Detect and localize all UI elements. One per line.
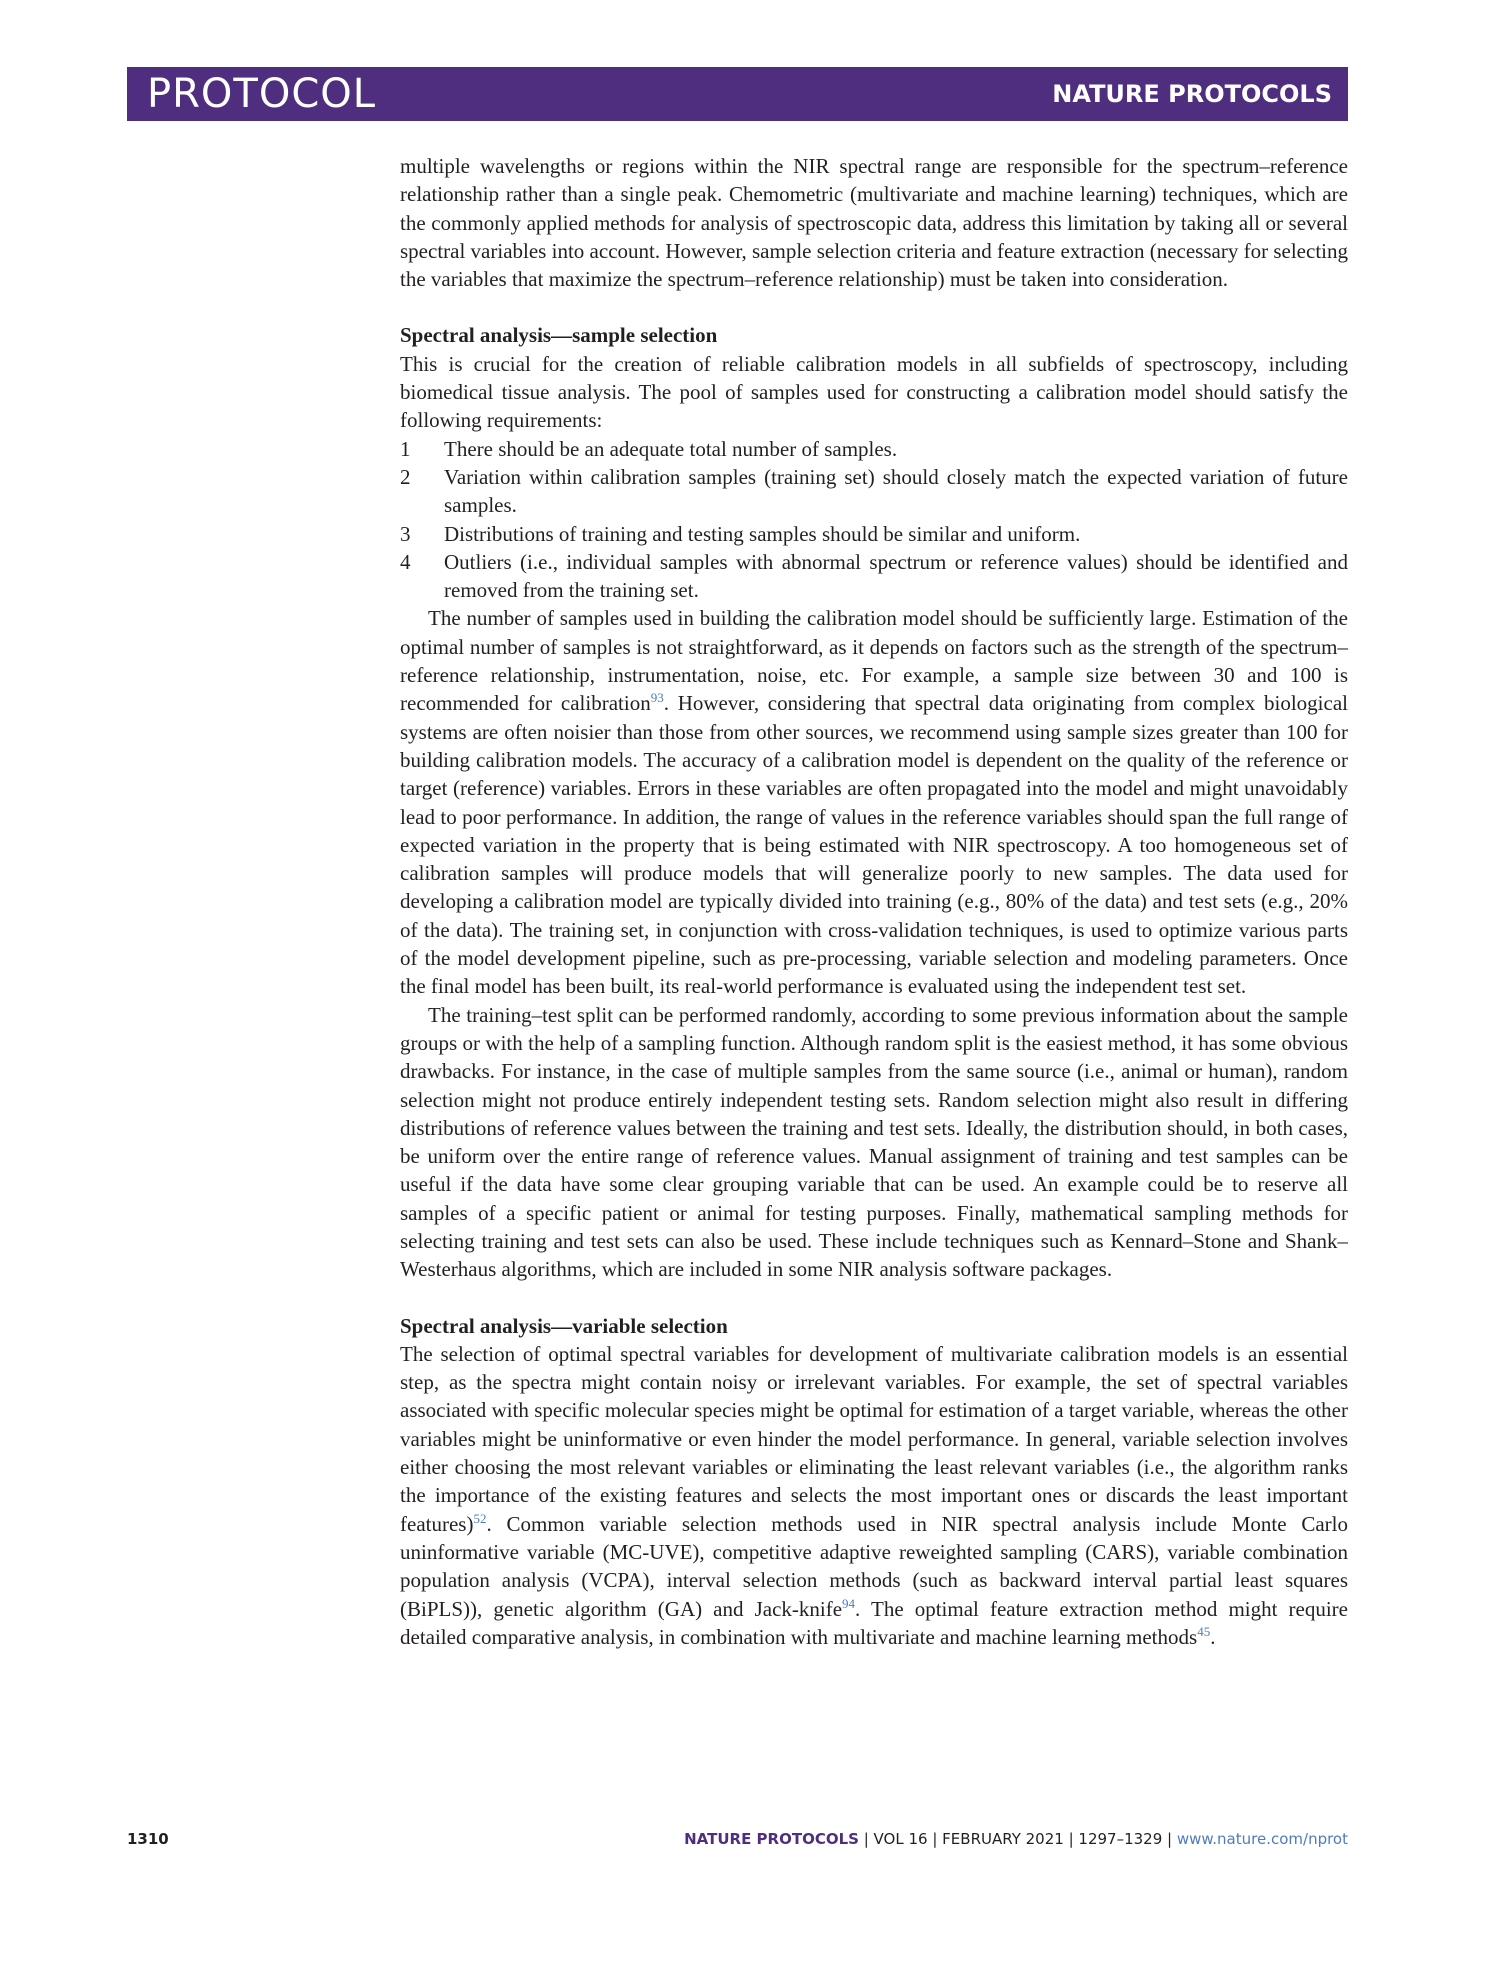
train-test-split-paragraph: The training–test split can be performed randomly, according to some previous information about the sample groups or with the help of a sampling function. Although random split is the easiest method, it has some obvious drawbacks. For instance, in the case of multiple samples from the same source (i.e., animal or human), random selection might not produce entirely independent testing sets. Random selection might also result in differing distributions of reference values between the training and test sets. Ideally, the distribution should, in both cases, be uniform over the entire range of reference values. Manual assignment of training and test samples can be useful if the data have some clear grouping variable that can be used. An example could be to reserve all samples of a specific patient or animal for testing purposes. Finally, mathematical sampling methods for selecting training and test sets can also be used. These include techniques such as Kennard–Stone and Shank–Westerhaus algorithms, which are included in some NIR analysis software packages. [400,1002,1348,1282]
reference-link-94[interactable]: 94 [842,1595,856,1611]
header-banner [127,67,1348,121]
paragraph-text: . Common variable selection methods used in NIR spectral analysis include Monte Carlo uninformative variable (MC-UVE), competitive adaptive reweighted sampling (CARS), variable combination population analysis (VCPA), interval selection methods (such as backward interval partial least squares (BiPLS)), genetic algorithm (GA) and Jack-knife [400,1511,1348,1621]
section-gap [400,293,1348,321]
paragraph-text: The number of samples used in building the calibration model should be sufficiently large. Estimation of the optimal number of samples is not straightforward, as it depends on factors such as the strength of the spectrum–reference relationship, instrumentation, noise, etc. For example, a sample size between 30 and 100 is recommended for calibration [400,606,1348,716]
section-label: PROTOCOL [147,71,377,117]
list-item-number: 3 [400,521,411,546]
footer-separator: | [927,1830,943,1848]
section-gap [400,1284,1348,1312]
footer-separator: | [1162,1830,1177,1848]
section-heading-variable-selection: Spectral analysis—variable selection [400,1313,728,1338]
reference-link-93[interactable]: 93 [650,690,664,706]
footer-citation [684,1827,1348,1851]
list-item [400,548,1348,605]
list-item-text: There should be an adequate total number of samples. [444,436,898,461]
page-number: 1310 [127,1830,169,1848]
reference-link-52[interactable]: 52 [473,1510,487,1526]
list-item-text: Distributions of training and testing samples should be similar and uniform. [444,521,1081,546]
variable-selection-paragraph [400,1340,1348,1651]
article-body [400,152,1348,1651]
list-item-number: 2 [400,464,411,489]
footer-url-link[interactable]: www.nature.com/nprot [1176,1830,1348,1848]
sample-selection-intro: This is crucial for the creation of reliable calibration models in all subfields of spectroscopy, including biomedical tissue analysis. The pool of samples used for constructing a calibration model should satisfy the following requirements: [400,351,1348,433]
reference-link-45[interactable]: 45 [1197,1623,1211,1639]
paragraph-text: . [1210,1624,1216,1649]
footer-pages: 1297–1329 [1078,1830,1163,1848]
list-item [400,520,1348,548]
page-footer [127,1827,1348,1851]
footer-volume: VOL 16 [873,1830,928,1848]
list-item-text: Outliers (i.e., individual samples with abnormal spectrum or reference values) should be identified and removed from the training set. [444,549,1348,603]
requirements-list [400,435,1348,605]
sample-size-paragraph [400,604,1348,1000]
paragraph-text: . The optimal feature extraction method might require detailed comparative analysis, in combination with multivariate and machine learning methods [400,1596,1348,1649]
journal-label: NATURE PROTOCOLS [1052,80,1332,108]
paragraph-text: . However, considering that spectral data originating from complex biological systems are often noisier than those from other sources, we recommend using sample sizes greater than 100 for building calibration models. The accuracy of a calibration model is dependent on the quality of the reference or target (reference) variables. Errors in these variables are often propagated into the model and might unavoidably lead to poor performance. In addition, the range of values in the reference variables should span the full range of expected variation in the property that is being estimated with NIR spectroscopy. A too homogeneous set of calibration samples will produce models that will generalize poorly to new samples. The data used for developing a calibration model are typically divided into training (e.g., 80% of the data) and test sets (e.g., 20% of the data). The training set, in conjunction with cross-validation techniques, is used to optimize various parts of the model development pipeline, such as pre-processing, variable selection and modeling parameters. Once the final model has been built, its real-world performance is evaluated using the independent test set. [400,691,1348,999]
list-item-number: 1 [400,436,411,461]
list-item-number: 4 [400,549,411,574]
list-item-text: Variation within calibration samples (training set) should closely match the expected variation of future samples. [444,464,1348,518]
footer-journal: NATURE PROTOCOLS [684,1830,859,1848]
paragraph-text: The selection of optimal spectral variables for development of multivariate calibration models is an essential step, as the spectra might contain noisy or irrelevant variables. For example, the set of spectral variables associated with specific molecular species might be optimal for estimation of a target variable, whereas the other variables might be uninformative or even hinder the model performance. In general, variable selection involves either choosing the most relevant variables or eliminating the least relevant variables (i.e., the algorithm ranks the importance of the existing features and selects the most important ones or discards the least important features) [400,1341,1348,1536]
footer-separator: | [1063,1830,1079,1848]
section-heading-sample-selection: Spectral analysis—sample selection [400,323,718,348]
list-item [400,435,1348,463]
list-item [400,463,1348,520]
footer-separator: | [858,1830,874,1848]
intro-paragraph: multiple wavelengths or regions within the NIR spectral range are responsible for the spectrum–reference relationship rather than a single peak. Chemometric (multivariate and machine learning) techniques, which are the commonly applied methods for analysis of spectroscopic data, address this limitation by taking all or several spectral variables into account. However, sample selection criteria and feature extraction (necessary for selecting the variables that maximize the spectrum–reference relationship) must be taken into consideration. [400,154,1348,292]
footer-date: FEBRUARY 2021 [942,1830,1064,1848]
